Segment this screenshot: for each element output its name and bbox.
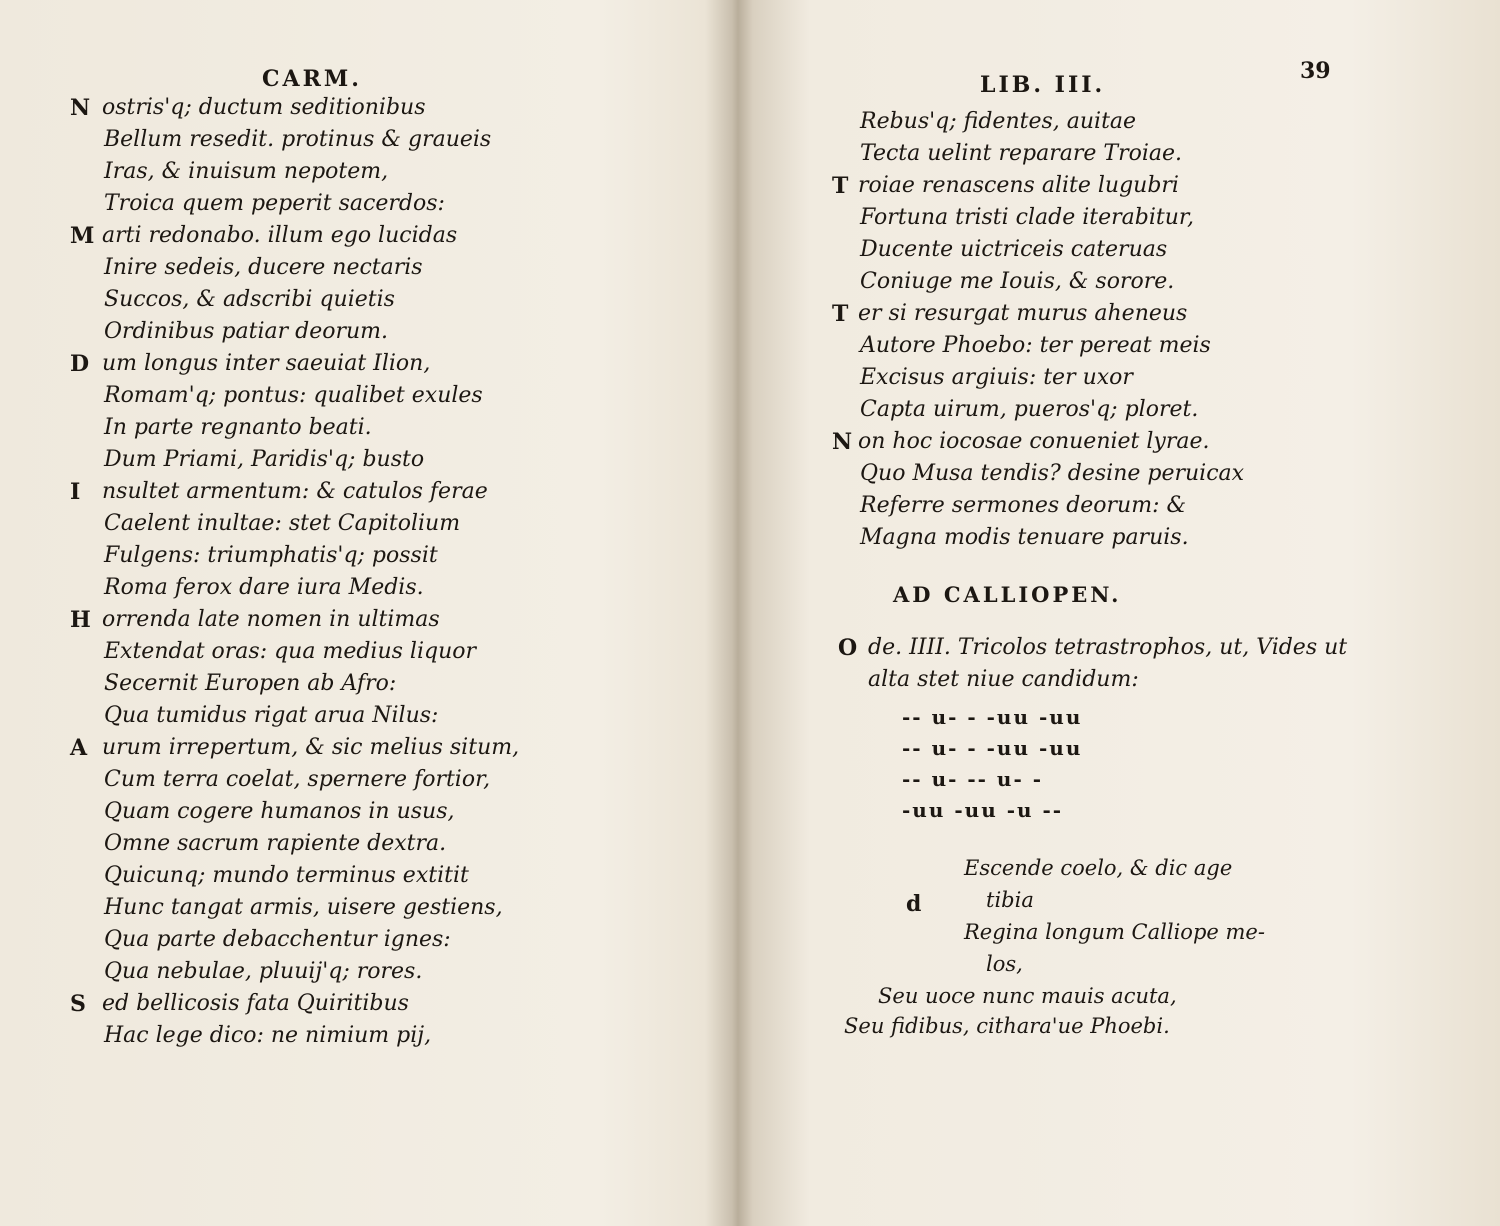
verse-text: Tecta uelint reparare Troiae.: [860, 141, 1183, 166]
verse-text: Fulgens: triumphatis'q; possit: [104, 543, 438, 568]
initial-letter: D: [70, 351, 90, 377]
ode-text: alta stet niue candidum:: [868, 667, 1139, 692]
verse-text: Extendat oras: qua medius liquor: [104, 639, 477, 664]
poem-line: Seu fidibus, cithara'ue Phoebi.: [844, 1014, 1170, 1038]
verse-text: Ordinibus patiar deorum.: [104, 319, 389, 344]
verse-text: Omne sacrum rapiente dextra.: [104, 831, 447, 856]
verse-text: Quicunq; mundo terminus extitit: [104, 863, 469, 888]
verse-text: Hac lege dico: ne nimium pij,: [104, 1023, 432, 1048]
verse-text: ostris'q; ductum seditionibus: [102, 95, 426, 120]
initial-letter: T: [832, 173, 849, 199]
verse-text: Cum terra coelat, spernere fortior,: [104, 767, 491, 792]
ode-text: de. IIII. Tricolos tetrastrophos, ut, Vides ut: [868, 635, 1348, 660]
verse-text: on hoc iocosae conueniet lyrae.: [858, 429, 1210, 454]
verse-text: Romam'q; pontus: qualibet exules: [104, 383, 483, 408]
initial-letter: A: [70, 735, 88, 761]
verse-text: Capta uirum, pueros'q; ploret.: [860, 397, 1199, 422]
verse-text: nsultet armentum: & catulos ferae: [102, 479, 488, 504]
verse-text: Qua tumidus rigat arua Nilus:: [104, 703, 439, 728]
verse-text: Excisus argiuis: ter uxor: [860, 365, 1133, 390]
poem-line: Regina longum Calliope me-: [964, 920, 1265, 944]
initial-letter: T: [832, 301, 849, 327]
poem-line: Escende coelo, & dic age: [964, 856, 1233, 880]
meter-line: -uu -uu -u --: [902, 798, 1064, 822]
right-page: [740, 0, 1500, 1226]
page-number: 39: [1300, 58, 1331, 84]
left-page: [0, 0, 735, 1226]
verse-text: Quam cogere humanos in usus,: [104, 799, 455, 824]
verse-text: Rebus'q; fidentes, auitae: [860, 109, 1137, 134]
verse-text: Roma ferox dare iura Medis.: [104, 575, 424, 600]
verse-text: Qua parte debacchentur ignes:: [104, 927, 451, 952]
verse-text: Ducente uictriceis cateruas: [860, 237, 1168, 262]
ode-title: AD CALLIOPEN.: [893, 582, 1122, 607]
verse-text: Magna modis tenuare paruis.: [860, 525, 1189, 550]
verse-text: Caelent inultae: stet Capitolium: [104, 511, 461, 536]
verse-text: Qua nebulae, pluuij'q; rores.: [104, 959, 423, 984]
verse-text: ed bellicosis fata Quiritibus: [102, 991, 409, 1016]
verse-text: Quo Musa tendis? desine peruicax: [860, 461, 1245, 486]
initial-letter: N: [832, 429, 853, 455]
metrical-scheme: [902, 702, 1082, 826]
verse-text: urum irrepertum, & sic melius situm,: [102, 735, 520, 760]
verse-text: Referre sermones deorum: &: [860, 493, 1187, 518]
guide-letter: d: [906, 891, 922, 917]
initial-letter: S: [70, 991, 86, 1017]
verse-text: Iras, & inuisum nepotem,: [104, 159, 389, 184]
verse-text: orrenda late nomen in ultimas: [102, 607, 440, 632]
verse-text: Bellum resedit. protinus & graueis: [104, 127, 492, 152]
verse-text: Coniuge me Iouis, & sorore.: [860, 269, 1175, 294]
initial-letter: O: [838, 635, 858, 661]
verse-text: Inire sedeis, ducere nectaris: [104, 255, 423, 280]
initial-letter: I: [70, 479, 81, 505]
verse-text: Secernit Europen ab Afro:: [104, 671, 397, 696]
initial-letter: H: [70, 607, 91, 633]
verse-text: Dum Priami, Paridis'q; busto: [104, 447, 425, 472]
page-heading: LIB. III.: [980, 72, 1106, 98]
verse-text: In parte regnanto beati.: [104, 415, 372, 440]
verse-text: er si resurgat murus aheneus: [858, 301, 1188, 326]
meter-line: -- u- - -uu -uu: [902, 705, 1083, 729]
verse-text: Troica quem peperit sacerdos:: [104, 191, 445, 216]
initial-letter: M: [70, 223, 95, 249]
verse-text: Hunc tangat armis, uisere gestiens,: [104, 895, 503, 920]
page-heading: CARM.: [262, 66, 362, 92]
verse-text: Autore Phoebo: ter pereat meis: [860, 333, 1211, 358]
meter-line: -- u- - -uu -uu: [902, 736, 1083, 760]
poem-line: Seu uoce nunc mauis acuta,: [878, 984, 1177, 1008]
verse-text: arti redonabo. illum ego lucidas: [102, 223, 458, 248]
poem-line: los,: [986, 952, 1023, 976]
verse-text: Fortuna tristi clade iterabitur,: [860, 205, 1194, 230]
initial-letter: N: [70, 95, 91, 121]
verse-text: um longus inter saeuiat Ilion,: [102, 351, 431, 376]
meter-line: -- u- -- u- -: [902, 767, 1044, 791]
poem-line: tibia: [986, 888, 1034, 912]
verse-text: Succos, & adscribi quietis: [104, 287, 395, 312]
verse-text: roiae renascens alite lugubri: [858, 173, 1179, 198]
